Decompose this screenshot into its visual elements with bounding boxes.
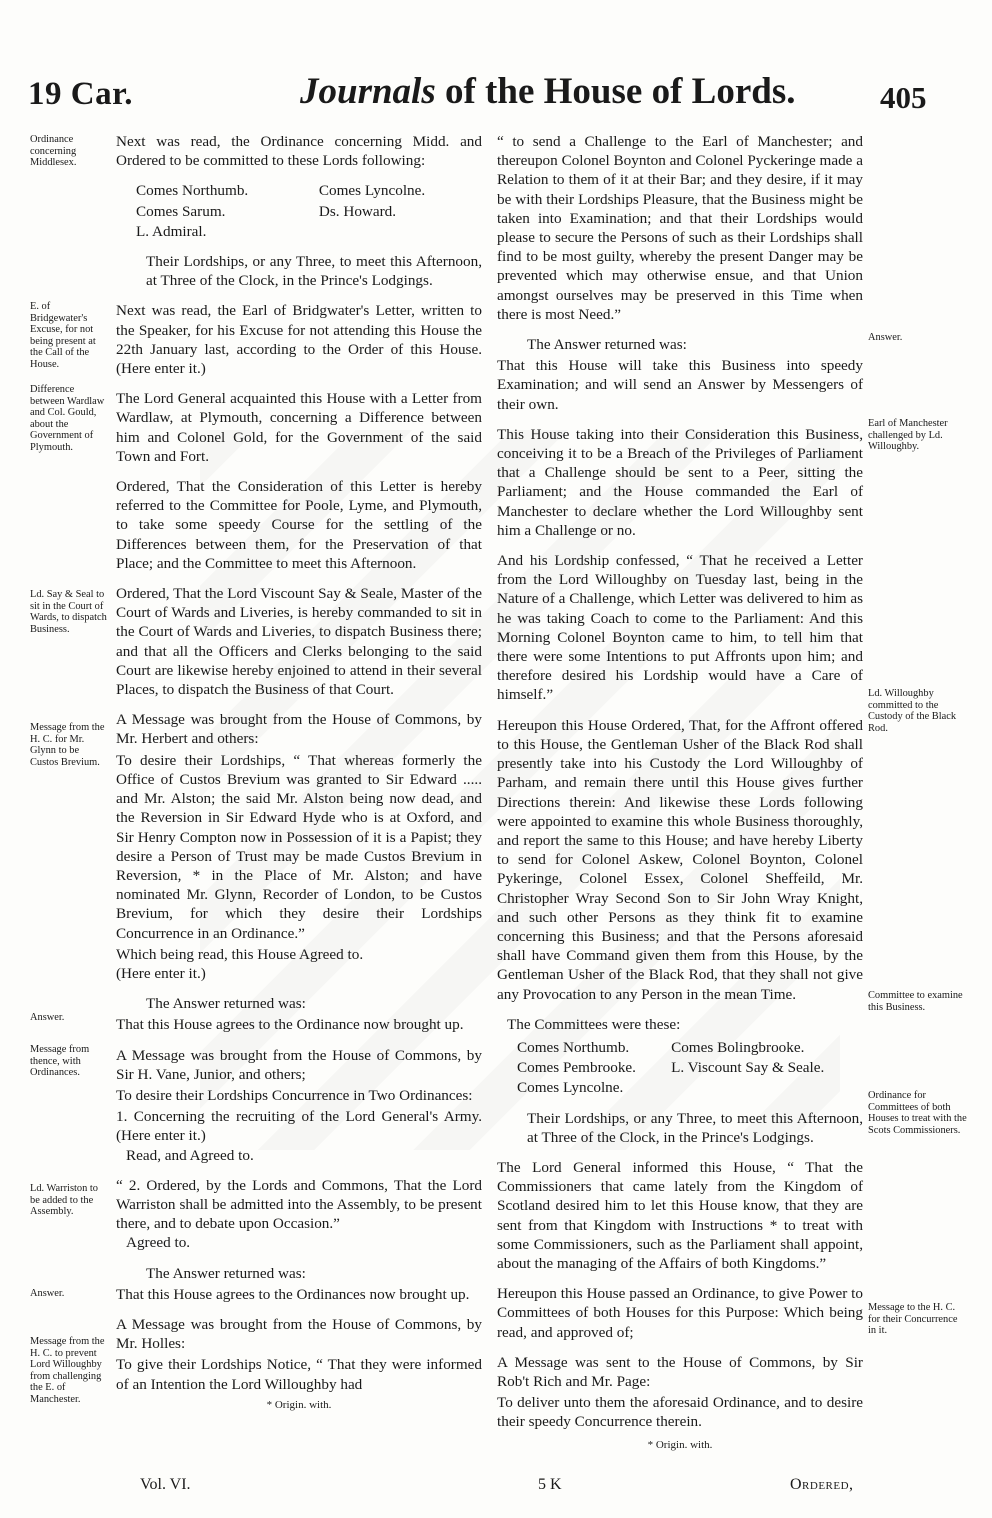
footnote: * Origin. with. bbox=[647, 1438, 713, 1451]
margin-note: Message to the H. C. for their Concurrence in it. bbox=[868, 1302, 958, 1337]
margin-note: Difference between Wardlaw and Col. Gould, about the Government of Plymouth. bbox=[30, 384, 105, 453]
lord-name: Comes Lyncolne. bbox=[318, 182, 426, 200]
lord-name: Ds. Howard. bbox=[318, 202, 397, 220]
paragraph: The Answer returned was: bbox=[146, 1264, 306, 1282]
margin-note: Answer. bbox=[30, 1012, 65, 1023]
signature-mark: 5 K bbox=[538, 1476, 562, 1493]
paragraph: Next was read, the Earl of Bridgwater's Letter, written to the Speaker, for his Excuse for not attending this House the 22th January last, according to the Order of this House. (Here enter it.) bbox=[116, 302, 482, 378]
paragraph: That this House agrees to the Ordinances now brought up. bbox=[116, 1285, 470, 1303]
footnote: * Origin. with. bbox=[266, 1398, 332, 1411]
margin-note: Ld. Warriston to be added to the Assembly. bbox=[30, 1183, 98, 1218]
paragraph: 1. Concerning the recruiting of the Lord General's Army. (Here enter it.) bbox=[116, 1108, 482, 1145]
margin-note: Ld. Willoughby committed to the Custody of the Black Rod. bbox=[868, 688, 957, 734]
margin-note: Message from the H. C. for Mr. Glynn to be Custos Brevium. bbox=[30, 722, 105, 768]
lord-name: Comes Pembrooke. bbox=[517, 1059, 636, 1077]
lord-name: Comes Lyncolne. bbox=[517, 1079, 624, 1097]
margin-note: Earl of Manchester challenged by Ld. Willoughby. bbox=[868, 418, 948, 453]
volume-label: Vol. VI. bbox=[140, 1476, 191, 1493]
margin-note: Ordinance for Committees of both Houses to treat with the Scots Commissioners. bbox=[868, 1090, 967, 1136]
left-column bbox=[116, 132, 482, 1415]
paragraph: “ 2. Ordered, by the Lords and Commons, That the Lord Warriston shall be admitted into the Assembly, to be present there, and to debate upon Occasion.” bbox=[116, 1176, 482, 1233]
paragraph: The Answer returned was: bbox=[146, 995, 306, 1013]
paragraph: A Message was brought from the House of Commons, by Mr. Holles: bbox=[116, 1315, 482, 1353]
paragraph: To desire their Lordships Concurrence in Two Ordinances: bbox=[116, 1086, 473, 1104]
lord-name: Comes Bolingbrooke. bbox=[671, 1038, 805, 1056]
paragraph: Next was read, the Ordinance concerning Midd. and Ordered to be committed to these Lords following: bbox=[116, 133, 482, 170]
catchword: Ordered, bbox=[790, 1476, 854, 1493]
paragraph: To deliver unto them the aforesaid Ordinance, and to desire their speedy Concurrence therein. bbox=[497, 1394, 863, 1431]
lords-list bbox=[116, 181, 482, 242]
margin-note: Message from thence, with Ordinances. bbox=[30, 1044, 90, 1079]
paragraph: A Message was brought from the House of Commons, by Mr. Herbert and others: bbox=[116, 711, 482, 748]
paragraph: Ordered, That the Lord Viscount Say & Seale, Master of the Court of Wards and Liveries, is hereby commanded to sit in the Court of Wards and Liveries, to dispatch Business there; and that all the Officers and Clerks belonging to the said Court are likewise hereby enjoined to attend in their several Places, to dispatch the Business of that Court. bbox=[116, 585, 482, 699]
margin-note: Answer. bbox=[868, 332, 903, 343]
running-title: Journals of the House of Lords. bbox=[300, 71, 796, 112]
paragraph: Ordered, That the Consideration of this Letter is hereby referred to the Committee for Poole, Lyme, and Plymouth, to take some speedy Course for the settling of the Differences between them, for the Preservation of that Place; and the Committee to meet this Afternoon. bbox=[116, 478, 482, 572]
paragraph: Agreed to. bbox=[126, 1234, 191, 1252]
paragraph: The Committees were these: bbox=[507, 1015, 681, 1033]
paragraph: “ to send a Challenge to the Earl of Manchester; and thereupon Colonel Boynton and Colonel Pyckeringe made a Relation to them of it at their Bar; and they desire, if it may be with their Lordships Pleasure, that the Business might be taken into Examination; and that their Lordships would please to secure the Persons of such as their Lordships shall find to be most guilty, whereby the present Danger may be prevented which may otherwise ensue, and that Union amongst ourselves may be preserved in this Time when there is most Need.” bbox=[497, 133, 863, 323]
margin-note: Committee to examine this Business. bbox=[868, 990, 963, 1013]
margin-note: Ordinance concerning Middlesex. bbox=[30, 134, 77, 169]
margin-note: E. of Bridgewater's Excuse, for not being present at the Call of the House. bbox=[30, 301, 96, 370]
paragraph: Their Lordships, or any Three, to meet this Afternoon, at Three of the Clock, in the Prince's Lodgings. bbox=[527, 1109, 863, 1146]
paragraph: A Message was brought from the House of Commons, by Sir H. Vane, Junior, and others; bbox=[116, 1046, 482, 1083]
paragraph: That this House agrees to the Ordinance now brought up. bbox=[116, 1016, 464, 1034]
paragraph: That this House will take this Business into speedy Examination; and will send an Answer by Messengers of their own. bbox=[497, 357, 863, 413]
paragraph: Their Lordships, or any Three, to meet this Afternoon, at Three of the Clock, in the Prince's Lodgings. bbox=[146, 253, 482, 290]
paragraph: To desire their Lordships, “ That whereas formerly the Office of Custos Brevium was granted to Sir Edward ..... and Mr. Alston; the said Mr. Alston being now dead, and the Reversion in Sir Edward Hyde who is at Oxford, and Sir Henry Compton now in Possession of it is a Papist; they desire a Person of Trust may be made Custos Brevium in Reversion, * in the Place of Mr. Alston; and have nominated Mr. Glynn, Recorder of London, to be Custos Brevium, for which they desire their Lordships Concurrence in an Ordinance.” bbox=[116, 751, 482, 942]
lord-name: Comes Sarum. bbox=[136, 202, 226, 220]
right-column bbox=[497, 132, 863, 1455]
paragraph: (Here enter it.) bbox=[116, 964, 206, 982]
lord-name: Comes Northumb. bbox=[517, 1038, 630, 1056]
paragraph: Which being read, this House Agreed to. bbox=[116, 945, 364, 963]
paragraph: The Lord General informed this House, “ That the Commissioners that came lately from the Kingdom of Scotland desired him to let this House know, that they are sent from that Kingdom with Instructions * to treat with some Commissioners, such as the Parliament shall appoint, about the managing of the Affairs of both Kingdoms.” bbox=[497, 1158, 863, 1272]
committee-list bbox=[497, 1038, 863, 1099]
lord-name: Comes Northumb. bbox=[136, 182, 249, 200]
paragraph: The Lord General acquainted this House with a Letter from Wardlaw, at Plymouth, concerning a Difference between him and Colonel Gold, for the Government of the said Town and Fort. bbox=[116, 390, 482, 465]
paragraph: A Message was sent to the House of Commons, by Sir Rob't Rich and Mr. Page: bbox=[497, 1353, 863, 1390]
lord-name: L. Viscount Say & Seale. bbox=[671, 1059, 825, 1077]
paragraph: Read, and Agreed to. bbox=[126, 1146, 254, 1164]
regnal-year: 19 Car. bbox=[28, 76, 133, 112]
page-header bbox=[0, 70, 992, 126]
margin-note: Message from the H. C. to prevent Lord Willoughby from challenging the E. of Manchester. bbox=[30, 1336, 105, 1405]
lord-name: L. Admiral. bbox=[136, 222, 207, 240]
margin-note: Answer. bbox=[30, 1288, 65, 1299]
page-number: 405 bbox=[880, 80, 927, 115]
paragraph: This House taking into their Consideration this Business, conceiving it to be a Breach of the Privileges of Parliament that a Challenge should be sent to a Peer, sitting the Parliament; and the House commanded the Earl of Manchester to declare whether the Lord Willoughby sent him a Challenge or no. bbox=[497, 425, 863, 539]
paragraph: And his Lordship confessed, “ That he received a Letter from the Lord Willoughby on Tuesday last, being in the Nature of a Challenge, which Letter was delivered to him as he was taking Coach to come to the Parliament: And this Morning Colonel Boynton came to him, to tell him that there were some Intentions to put Affronts upon him; and therefore desired his Lordship would have a Care of himself.” bbox=[497, 552, 863, 704]
paragraph: The Answer returned was: bbox=[527, 336, 687, 354]
paragraph: Hereupon this House passed an Ordinance, to give Power to Committees of both Houses for this Purpose: Which being read, and approved of; bbox=[497, 1285, 863, 1341]
paragraph: Hereupon this House Ordered, That, for the Affront offered to this House, the Gentleman Usher of the Black Rod shall presently take into his Custody the Lord Willoughby of Parham, and remain there until this House gives further Directions therein: And likewise these Lords following were appointed to examine this whole Business thoroughly, and report the same to this House; and have hereby Liberty to send for Colonel Askew, Colonel Boynton, Colonel Pykeringe, Colonel Essex, Colonel Sheffeild, Mr. Christopher Wray Second Son to Sir John Wray Knight, and such other Persons as they think fit to examine concerning this Business; and that the Persons aforesaid shall have Command given them from this House, by the Gentleman Usher of the Black Rod, that they shall not give any Provocation to any Person in the mean Time. bbox=[497, 716, 863, 1003]
margin-note: Ld. Say & Seal to sit in the Court of Wards, to dispatch Business. bbox=[30, 589, 107, 635]
paragraph: To give their Lordships Notice, “ That they were informed of an Intention the Lord Willoughby had bbox=[116, 1356, 482, 1393]
